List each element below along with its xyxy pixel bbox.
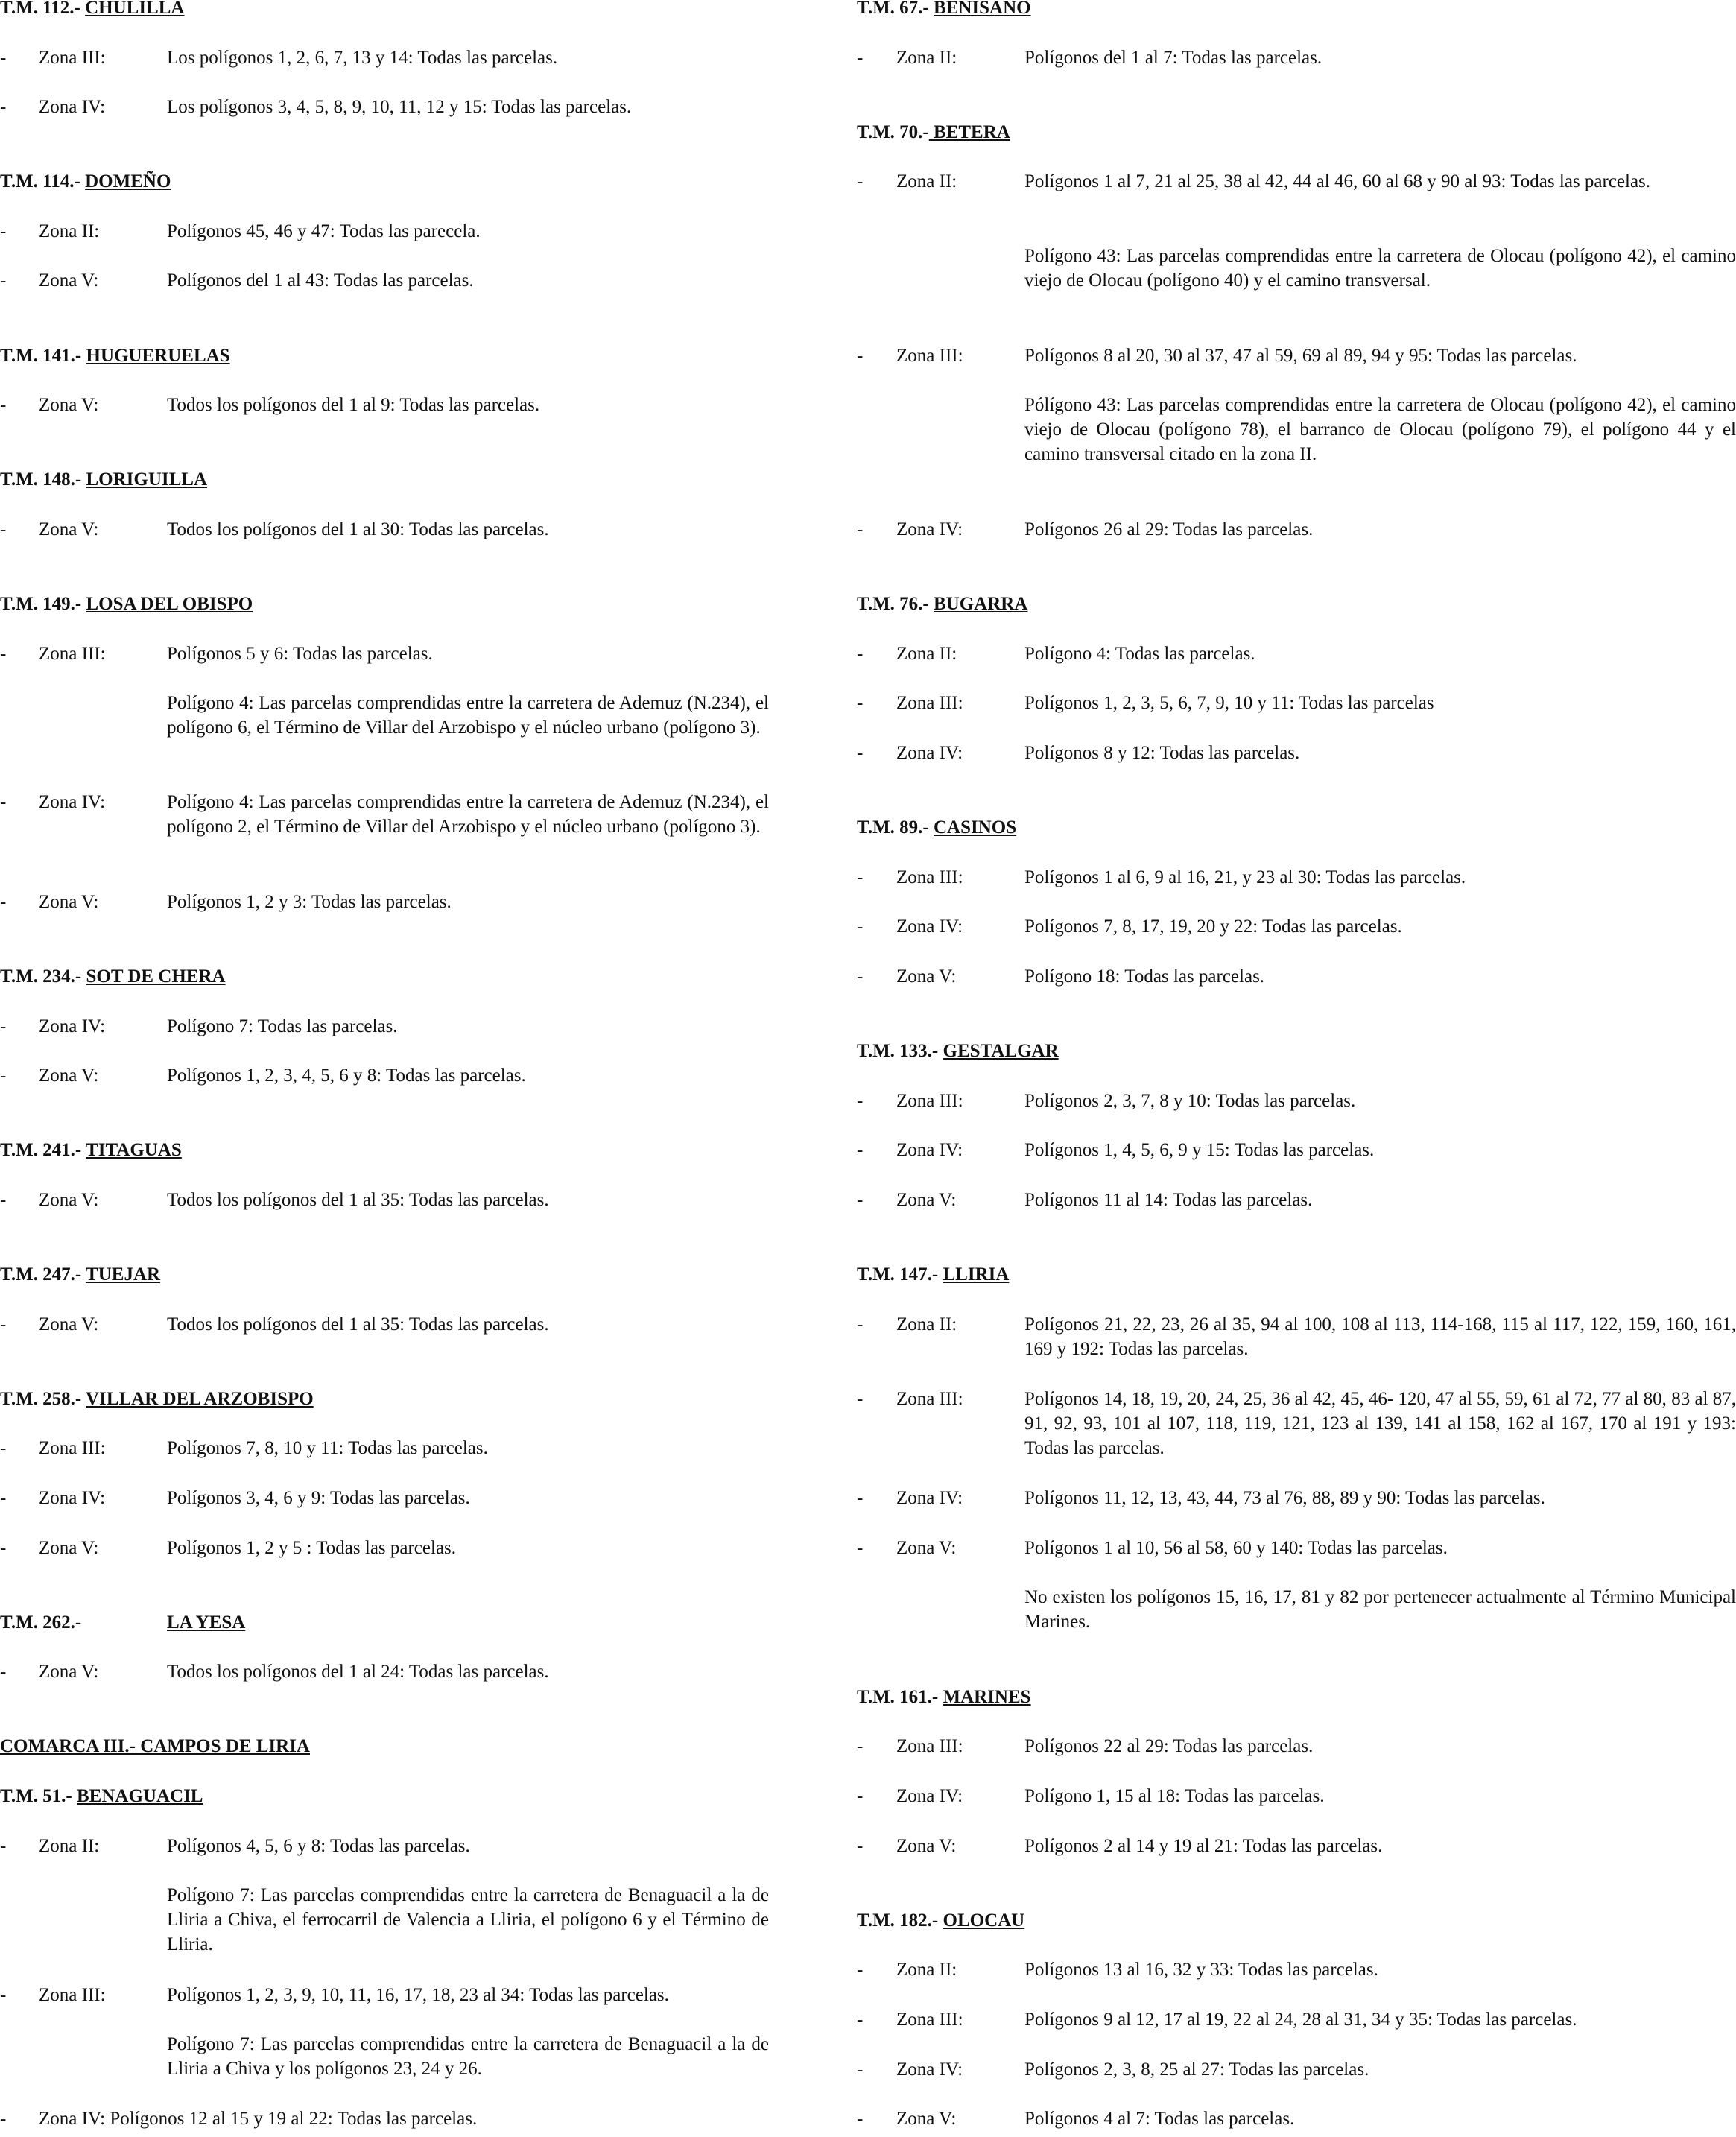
municipality-header: T.M. 149.- LOSA DEL OBISPO [0,594,253,614]
municipality-header: T.M. 67.- BENISANO [857,0,1031,18]
municipality-header: T.M. 76.- BUGARRA [857,594,1028,614]
municipality-header: T.M. 241.- TITAGUAS [0,1140,182,1160]
zone-note: No existen los polígonos 15, 16, 17, 81 y 82 por pertenecer actualmente al Término Municipal Marines. [1024,1587,1736,1632]
left-column: T.M. 112.- CHULILLA - Zona III: Los polígonos 1, 2, 6, 7, 13 y 14: Todas las parcelas. - Zona IV: Los polígonos 3, 4, 5, 8, 9, 10, 11, 12 y 15: Todas las parcelas. T.M. 114.- DOMEÑO - Zona II: Polígonos 45, 46 y 47: Todas las parecela. - Zona V: Polígonos del 1 al 43: Todas las parcelas. T.M. 141.- HUGUERUELAS - Zona V: Todos los polígonos del 1 al 9: Todas las parcelas. T.M. 148.- LORIGUILLA - Zona V: Todos los polígonos del 1 al 30: Todas las parcelas. T.M. 149.- LOSA DEL OBISPO - Zona III: Polígonos 5 y 6: Todas las parcelas. Polígono 4: Las parcelas comprendidas entre la carretera de Ademuz (N.234), el polígono 6, el Término de Villar del Arzobispo y el núcleo urbano (polígono 3). - Zona IV: Polígono 4: Las parcelas comprendidas entre la carretera de Ademuz (N.234), el polígono 2, el Término de Villar del Arzobispo y el núcleo urbano (polígono 3). - Zona V: Polígonos 1, 2 y 3: Todas las parcelas. T.M. 234.- SOT DE CHERA - Zona IV: Polígono 7: Todas las parcelas. - Zona V: Polígonos 1, 2, 3, 4, 5, 6 y 8: Todas las parcelas. T.M. 241.- TITAGUAS - Zona V: Todos los polígonos del 1 al 35: Todas las parcelas. T.M. 247.- TUEJAR - Zona V: Todos los polígonos del 1 al 35: Todas las parcelas. T.M. 258.- VILLAR DEL ARZOBISPO - Zona III: Polígonos 7, 8, 10 y 11: Todas las parcelas. - Zona IV: Polígonos 3, 4, 6 y 9: Todas las parcelas. - Zona V: Polígonos 1, 2 y 5 : Todas las parcelas. T.M. 262.- LA YESA - Zona V: Todos los polígonos del 1 al 24: Todas las parcelas. COMARCA III.- CAMPOS DE LIRIA T.M. 51.- BENAGUACIL - Zona II: Polígonos 4, 5, 6 y 8: Todas las parcelas. Polígono 7: Las parcelas comprendidas entre la carretera de Benaguacil a la de Lliria a Chiva, el ferrocarril de Valencia a Lliria, el polígono 6 y el Término de Lliria. - Zona III: Polígonos 1, 2, 3, 9, 10, 11, 16, 17, 18, 23 al 34: Todas las parcelas. Polígono 7: Las parcelas comprendidas entre la carretera de Benaguacil a la de Lliria a Chiva y los polígonos 23, 24 y 26. - Zona IV: Polígonos 12 al 15 y 19 al 22: Todas las parcelas. [0,0,775,2137]
right-column: T.M. 67.- BENISANO - Zona II: Polígonos del 1 al 7: Todas las parcelas. T.M. 70.- BETERA - Zona II: Polígonos 1 al 7, 21 al 25, 38 al 42, 44 al 46, 60 al 68 y 90 al 93: Todas las parcelas. Polígono 43: Las parcelas comprendidas entre la carretera de Olocau (polígono 42), el camino viejo de Olocau (polígono 40) y el camino transversal. - Zona III: Polígonos 8 al 20, 30 al 37, 47 al 59, 69 al 89, 94 y 95: Todas las parcelas. Pólígono 43: Las parcelas comprendidas entre la carretera de Olocau (polígono 42), el camino viejo de Olocau (polígono 78), el barranco de Olocau (polígono 79), el polígono 44 y el camino transversal citado en la zona II. - Zona IV: Polígonos 26 al 29: Todas las parcelas. T.M. 76.- BUGARRA - Zona II: Polígono 4: Todas las parcelas. - Zona III: Polígonos 1, 2, 3, 5, 6, 7, 9, 10 y 11: Todas las parcelas - Zona IV: Polígonos 8 y 12: Todas las parcelas. T.M. 89.- CASINOS - Zona III: Polígonos 1 al 6, 9 al 16, 21, y 23 al 30: Todas las parcelas. - Zona IV: Polígonos 7, 8, 17, 19, 20 y 22: Todas las parcelas. - Zona V: Polígono 18: Todas las parcelas. T.M. 133.- GESTALGAR - Zona III: Polígonos 2, 3, 7, 8 y 10: Todas las parcelas. - Zona IV: Polígonos 1, 4, 5, 6, 9 y 15: Todas las parcelas. - Zona V: Polígonos 11 al 14: Todas las parcelas. T.M. 147.- LLIRIA - Zona II: Polígonos 21, 22, 23, 26 al 35, 94 al 100, 108 al 113, 114-168, 115 al 117, 122, 159, 160, 161, 169 y 192: Todas las parcelas. - Zona III: Polígonos 14, 18, 19, 20, 24, 25, 36 al 42, 45, 46- 120, 47 al 55, 59, 61 al 72, 77 al 80, 83 al 87, 91, 92, 93, 101 al 107, 118, 119, 121, 123 al 139, 141 al 158, 162 al 167, 170 al 191 y 193: Todas las parcelas. - Zona IV: Polígonos 11, 12, 13, 43, 44, 73 al 76, 88, 89 y 90: Todas las parcelas. - Zona V: Polígonos 1 al 10, 56 al 58, 60 y 140: Todas las parcelas. No existen los polígonos 15, 16, 17, 81 y 82 por pertenecer actualmente al Término Municipal Marines. T.M. 161.- MARINES - Zona III: Polígonos 22 al 29: Todas las parcelas. - Zona IV: Polígono 1, 15 al 18: Todas las parcelas. - Zona V: Polígonos 2 al 14 y 19 al 21: Todas las parcelas. T.M. 182.- OLOCAU - Zona II: Polígonos 13 al 16, 32 y 33: Todas las parcelas. - Zona III: Polígonos 9 al 12, 17 al 19, 22 al 24, 28 al 31, 34 y 35: Todas las parcelas. - Zona IV: Polígonos 2, 3, 8, 25 al 27: Todas las parcelas. - Zona V: Polígonos 4 al 7: Todas las parcelas. [857,0,1627,2137]
zone-note: Pólígono 43: Las parcelas comprendidas entre la carretera de Olocau (polígono 42), el camino viejo de Olocau (polígono 78), el barranco de Olocau (polígono 79), el polígono 44 y el camino transversal citado en la zona II. [1024,395,1736,464]
zone-note: Polígono 7: Las parcelas comprendidas entre la carretera de Benaguacil a la de Lliria a Chiva, el ferrocarril de Valencia a Lliria, el polígono 6 y el Término de Lliria. [167,1885,769,1954]
municipality-header: T.M. 112.- CHULILLA [0,0,185,18]
municipality-header: T.M. 133.- GESTALGAR [857,1041,1059,1061]
municipality-header: T.M. 234.- SOT DE CHERA [0,966,226,987]
municipality-header: T.M. 161.- MARINES [857,1687,1031,1707]
comarca-heading: COMARCA III.- CAMPOS DE LIRIA [0,1736,310,1756]
municipality-header: T.M. 141.- HUGUERUELAS [0,346,230,366]
municipality-header: T.M. 258.- VILLAR DEL ARZOBISPO [0,1389,314,1409]
municipality-header: T.M. 114.- DOMEÑO [0,171,171,191]
municipality-header: T.M. 70.- BETERA [857,122,1010,142]
zone-note: Polígono 43: Las parcelas comprendidas entre la carretera de Olocau (polígono 42), el camino viejo de Olocau (polígono 40) y el camino transversal. [1024,246,1736,291]
municipality-header: T.M. 89.- CASINOS [857,817,1017,838]
zone-note: Polígono 7: Las parcelas comprendidas entre la carretera de Benaguacil a la de Lliria a Chiva y los polígonos 23, 24 y 26. [167,2034,769,2079]
municipality-header: T.M. 182.- OLOCAU [857,1910,1025,1931]
municipality-header: T.M. 247.- TUEJAR [0,1264,161,1285]
zone-note: Polígono 4: Las parcelas comprendidas entre la carretera de Ademuz (N.234), el polígono 6, el Término de Villar del Arzobispo y el núcleo urbano (polígono 3). [167,693,769,738]
municipality-header: T.M. 51.- BENAGUACIL [0,1786,203,1806]
municipality-header: T.M. 148.- LORIGUILLA [0,469,208,490]
municipality-header: T.M. 147.- LLIRIA [857,1264,1010,1285]
municipality-header: T.M. 262.- LA YESA [0,1612,246,1633]
